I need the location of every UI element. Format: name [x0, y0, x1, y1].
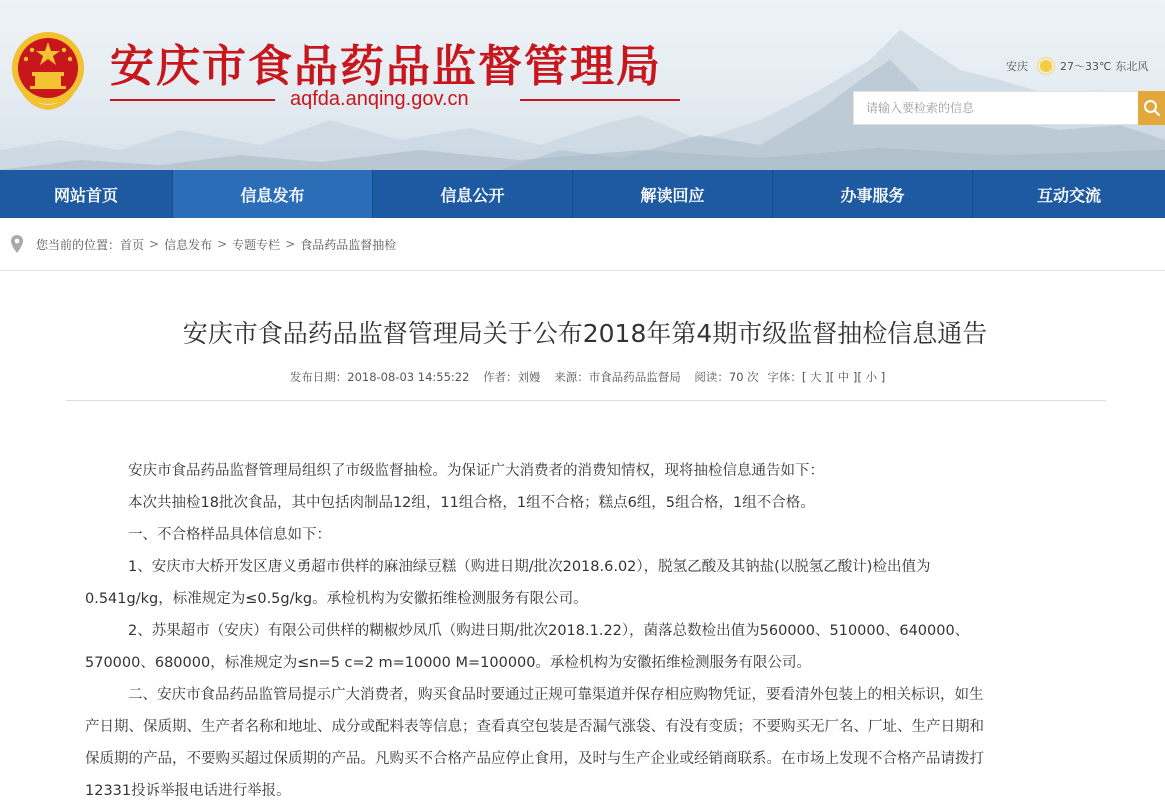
breadcrumb-special-topics[interactable]: 专题专栏 — [232, 237, 281, 252]
nav-item-services[interactable]: 办事服务 — [773, 170, 973, 218]
search-button[interactable] — [1138, 91, 1165, 125]
site-header — [0, 0, 1165, 170]
breadcrumb-separator: > — [285, 237, 296, 251]
sun-icon — [1036, 56, 1056, 76]
view-count: 阅读：70 次 — [694, 370, 759, 384]
domain-rule-right — [520, 99, 680, 101]
main-nav — [0, 170, 1165, 218]
weather-widget — [1006, 56, 1152, 76]
paragraph: 570000、680000，标准规定为≤n=5 c=2 m=10000 M=100000。承检机构为安徽拓维检测服务有限公司。 — [85, 655, 812, 671]
national-emblem-icon — [8, 28, 88, 114]
search-box — [853, 91, 1165, 125]
nav-item-interpretation[interactable]: 解读回应 — [573, 170, 773, 218]
article-body — [85, 455, 1085, 807]
nav-item-info-disclosure[interactable]: 信息公开 — [373, 170, 573, 218]
paragraph: 0.541g/kg，标准规定为≤0.5g/kg。承检机构为安徽拓维检测服务有限公司。 — [85, 591, 588, 607]
weather-temp: 27～33℃ — [1060, 60, 1112, 73]
breadcrumb — [0, 218, 1165, 271]
breadcrumb-home[interactable]: 首页 — [120, 237, 145, 252]
paragraph: 保质期的产品，不要购买超过保质期的产品。凡购买不合格产品应停止食用，及时与生产企业或经销商联系。在市场上发现不合格产品请拨打 — [85, 751, 984, 767]
breadcrumb-separator: > — [217, 237, 228, 251]
breadcrumb-separator: > — [149, 237, 160, 251]
paragraph: 二、安庆市食品药品监管局提示广大消费者，购买食品时要通过正规可靠渠道并保存相应购物凭证，要看清外包装上的相关标识，如生 — [128, 687, 984, 703]
article-title: 安庆市食品药品监督管理局关于公布2018年第4期市级监督抽检信息通告 — [182, 319, 988, 348]
font-size-small-link[interactable]: [ 小 ] — [857, 370, 886, 384]
site-domain — [110, 88, 680, 112]
search-input[interactable] — [854, 92, 1138, 124]
paragraph: 12331投诉举报电话进行举报。 — [85, 783, 291, 799]
paragraph: 安庆市食品药品监督管理局组织了市级监督抽检。为保证广大消费者的消费知情权，现将抽检信息通告如下： — [128, 463, 824, 479]
article-author: 作者：刘嫚 — [483, 370, 541, 384]
domain-rule-left — [110, 99, 275, 101]
nav-item-home[interactable]: 网站首页 — [0, 170, 173, 218]
paragraph: 一、不合格样品具体信息如下： — [128, 527, 331, 543]
font-size-medium-link[interactable]: [ 中 ] — [829, 370, 858, 384]
paragraph: 1、安庆市大桥开发区唐义勇超市供样的麻油绿豆糕（购进日期/批次2018.6.02），脱氢乙酸及其钠盐(以脱氢乙酸计)检出值为 — [128, 559, 931, 575]
breadcrumb-prefix: 您当前的位置： — [36, 237, 121, 252]
site-title: 安庆市食品药品监督管理局 — [110, 41, 662, 92]
font-size-label: 字体： — [767, 370, 802, 384]
nav-item-interaction[interactable]: 互动交流 — [1036, 185, 1101, 205]
paragraph: 本次共抽检18批次食品，其中包括肉制品12组，11组合格，1组不合格；糕点6组，5组合格，1组不合格。 — [128, 495, 815, 511]
domain-text: aqfda.anqing.gov.cn — [290, 88, 469, 110]
breadcrumb-info-release[interactable]: 信息发布 — [164, 237, 213, 252]
paragraph: 产日期、保质期、生产者名称和地址、成分或配料表等信息；查看真空包装是否漏气涨袋、有没有变质；不要购买无厂名、厂址、生产日期和 — [85, 719, 984, 735]
publish-date: 发布日期：2018-08-03 14:55:22 — [289, 370, 470, 384]
font-size-large-link[interactable]: [ 大 ] — [801, 370, 830, 384]
article-meta — [0, 369, 1165, 385]
weather-city: 安庆 — [1006, 60, 1028, 73]
search-icon — [1143, 99, 1161, 117]
nav-item-info-release[interactable]: 信息发布 — [173, 170, 373, 218]
weather-wind: 东北风 — [1115, 60, 1149, 73]
location-pin-icon — [10, 234, 24, 254]
title-divider — [66, 400, 1106, 401]
article-source: 来源：市食品药品监督局 — [554, 370, 681, 384]
paragraph: 2、苏果超市（安庆）有限公司供样的糊椒炒凤爪（购进日期/批次2018.1.22），菌落总数检出值为560000、510000、640000、 — [128, 623, 970, 639]
breadcrumb-food-drug-inspection[interactable]: 食品药品监督抽检 — [300, 237, 397, 252]
